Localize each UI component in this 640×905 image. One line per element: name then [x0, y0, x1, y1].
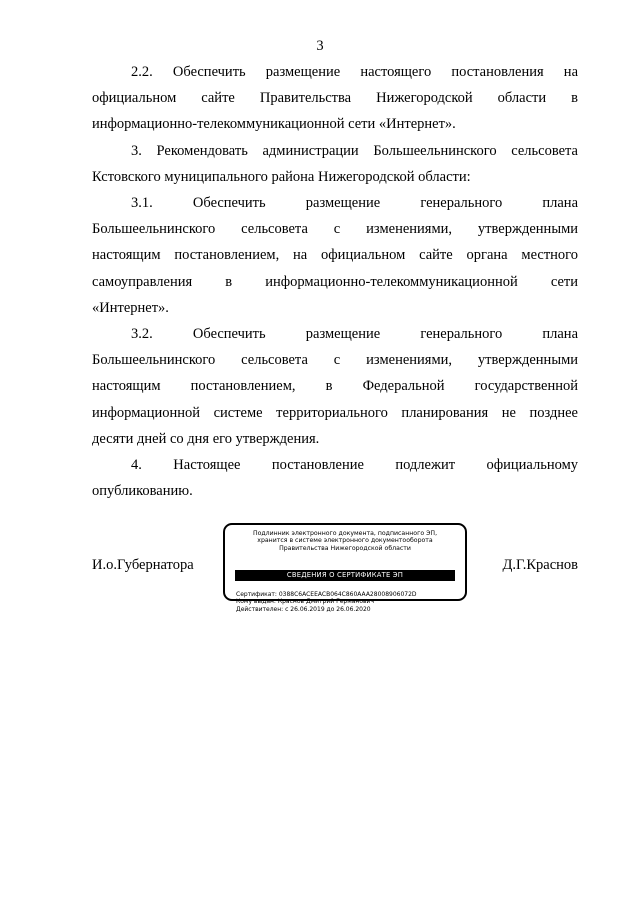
body-line: информационной системе территориального планирования не позднее: [92, 404, 578, 421]
e-signature-stamp: [223, 523, 467, 613]
signatory-name: Д.Г.Краснов: [502, 557, 578, 573]
body-line: настоящим постановлением, на официальном сайте органа местного: [92, 247, 578, 264]
body-line: официальном сайте Правительства Нижегородской области в: [92, 90, 578, 107]
page-number: 3: [316, 38, 324, 54]
body-line: Кстовского муниципального района Нижегородской области:: [92, 168, 471, 185]
body-line: Большеельнинского сельсовета с изменениями, утвержденными: [92, 352, 578, 369]
stamp-info-line: Сертификат: 0388C6ACEEACB064C860AAA28008906072D: [236, 591, 417, 598]
body-line: 3.2. Обеспечить размещение генерального плана: [131, 326, 578, 342]
body-line: опубликованию.: [92, 483, 193, 500]
stamp-info-line: Кому выдан: Краснов Дмитрий Германович: [236, 598, 375, 606]
body-line: 2.2. Обеспечить размещение настоящего постановления на: [131, 64, 578, 80]
body-line: информационно-телекоммуникационной сети «Интернет».: [92, 116, 456, 133]
stamp-certificate-title: СВЕДЕНИЯ О СЕРТИФИКАТЕ ЭП: [235, 570, 455, 581]
body-line: 3. Рекомендовать администрации Большеельнинского сельсовета: [131, 142, 578, 159]
body-line: Большеельнинского сельсовета с изменениями, утвержденными: [92, 221, 578, 238]
signatory-position: И.о.Губернатора: [92, 557, 194, 573]
stamp-header-line: Подлинник электронного документа, подписанного ЭП,: [252, 530, 438, 537]
stamp-header-line: хранится в системе электронного документооборота: [257, 537, 433, 545]
stamp-header: [225, 530, 465, 552]
body-line: десяти дней со дня его утверждения.: [92, 430, 320, 447]
body-line: 3.1. Обеспечить размещение генерального плана: [131, 195, 578, 211]
stamp-header-line: Правительства Нижегородской области: [279, 544, 411, 552]
body-line: «Интернет».: [92, 299, 169, 316]
stamp-info-line: Действителен: с 26.06.2019 до 26.06.2020: [236, 605, 371, 613]
stamp-certificate-info: [236, 591, 417, 613]
body-line: самоуправления в информационно-телекоммуникационной сети: [92, 273, 578, 290]
body-line: настоящим постановлением, в Федеральной государственной: [92, 378, 578, 395]
body-line: 4. Настоящее постановление подлежит официальному: [131, 457, 578, 473]
